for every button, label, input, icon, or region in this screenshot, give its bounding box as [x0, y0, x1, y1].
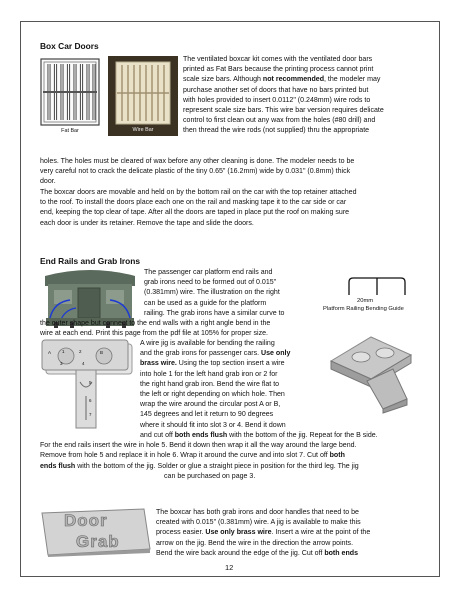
wire-bar-door-drawing [108, 56, 178, 136]
jig-label-2: 2 [79, 349, 82, 354]
jig-label-6: 6 [89, 398, 92, 403]
guide-caption: Platform Railing Bending Guide [323, 306, 404, 312]
page-number: 12 [225, 563, 234, 572]
railing-jig-3d [327, 331, 417, 411]
section2-paragraph-1-cont: the outer shape but connect to the end walls with a right angle bend in the wire at each end. Print this page from the pdf file at 105% for proper size. [40, 320, 271, 338]
jig-text-door: Door [64, 511, 108, 530]
railing-jig-drawing [40, 338, 136, 430]
jig-label-4: 4 [82, 361, 85, 366]
section2-paragraph-1: The passenger car platform end rails and grab irons need to be formed out of 0.015" (0.381mm) wire. The illustration on the right can be used as a guide for the platform railing. The grab irons have a similar curve to [144, 269, 285, 317]
fat-bar-caption: Fat Bar [61, 128, 79, 134]
jig-text-grab: Grab [76, 532, 120, 551]
heading-box-car-doors: Box Car Doors [40, 41, 99, 51]
railing-bending-guide [347, 276, 407, 296]
section1-paragraph-2: The boxcar doors are movable and held on by the bottom rail on the car with the top retainer attached to the roof. To install the doors place each one on the rail and masking tape it to the car side or car end, keeping the top clear of tape. After all the doors are taped in place put the roof on making sure each door is under its retainer. Remove the tape and slide the doors. [40, 189, 357, 227]
section3-paragraph-1: The boxcar has both grab irons and door handles that need to be created with 0.015" (0.381mm) wire. A jig is available to make this process easier. Use only brass wire. Insert a wire at the point of the arrow on the jig. Bend the wire in the direction the arrow points. Bend the wire back around the edge of the jig. Cut off both ends [156, 509, 371, 557]
jig-label-3: 3 [60, 361, 63, 366]
section1-paragraph-1: The ventilated boxcar kit comes with the ventilated door bars printed as Fat Bars because the printing process cannot print scale size bars. Although not recommended, the modeler may purchase another set of doors that have no bars printed but with holes provided to insert 0.0112" (0.248mm) wire rods to represent scale size bars. This wire bar version requires delicate control to first clean out any wax from the holes (#80 drill) and then thread the wire rods (not supplied) thru the appropriate [183, 56, 384, 135]
guide-dimension-label: 20mm [357, 298, 374, 304]
jig-label-a: A [48, 350, 52, 355]
jig-label-5: 5 [89, 380, 92, 385]
section1-paragraph-1-cont: holes. The holes must be cleared of wax before any other cleaning is done. The modeler needs to be very careful not to crack the delicate plastic of the tiny 0.65" (16.2mm) wide by 0.031" (0.8mm) thick door. [40, 158, 355, 186]
section2-paragraph-2-cont: and cut off both ends flush with the bottom of the jig. Repeat for the B side. For the end rails insert the wire in hole 5. Bend it down then wrap it all the way around the large bend. Remove from hole 5 and replace it in hole 6. Wrap it around the curve and into slot 7. Cut off both ends flush with the bottom of the jig. Solder or glue a straight piece in position for the third leg. The jig can be purchased on page 3. [40, 432, 378, 480]
heading-end-rails: End Rails and Grab Irons [40, 256, 141, 266]
jig-label-1: 1 [62, 349, 65, 354]
fat-bar-door-image [40, 58, 100, 126]
section2-paragraph-2: A wire jig is available for bending the railing and the grab irons for passenger cars. Use only brass wire. Using the top section insert a wire into hole 1 for the left hand grab iron or 2 for the right hand grab iron. Bend the wire flat to the left or right depending on which hole. Then wrap the wire around the circular post A or B, 145 degrees and let it return to 90 degrees where it should fit into slot 3 or 4. Bend it down [140, 340, 291, 429]
door-grab-jig [40, 507, 152, 557]
jig-label-b: B [100, 350, 104, 355]
fat-bar-door-drawing [40, 58, 100, 126]
wire-bar-caption: Wire Bar [132, 127, 154, 133]
jig-label-7: 7 [89, 412, 92, 417]
wire-bar-door-image [108, 56, 178, 136]
